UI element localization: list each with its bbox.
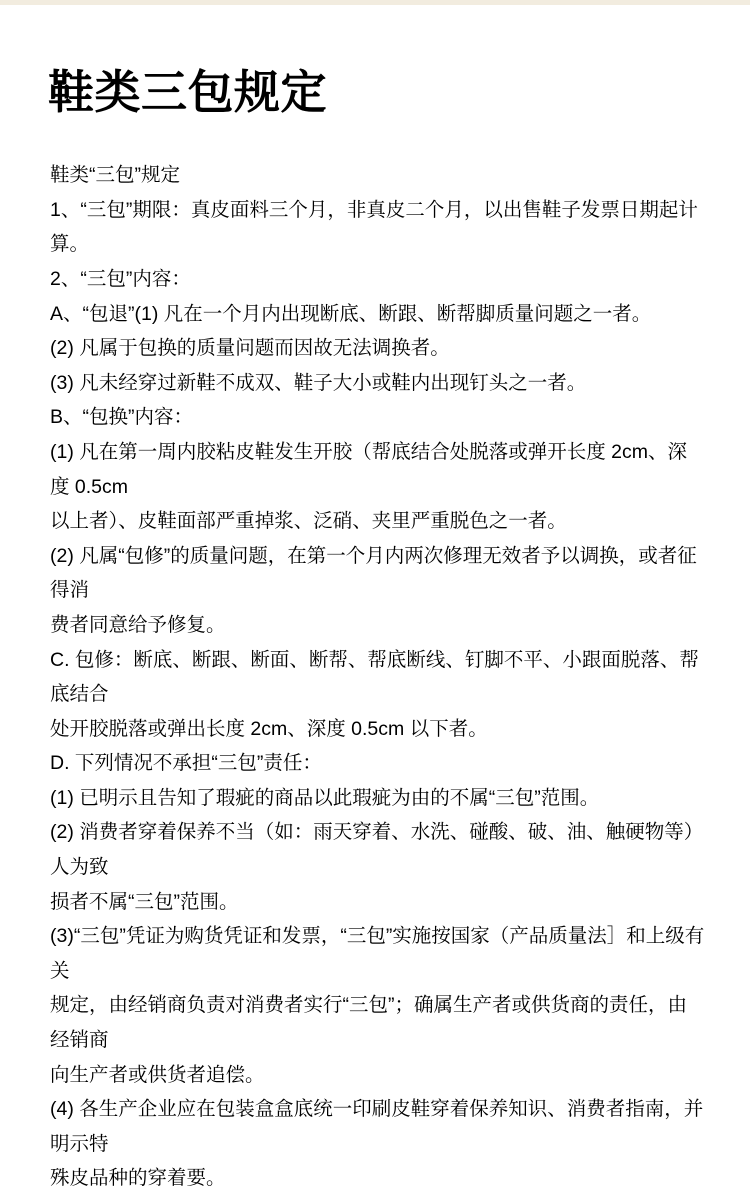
text-line: 向生产者或供货者追偿。 [50,1063,265,1086]
text-line: B、“包换”内容： [50,406,193,429]
text-line: D. 下列情况不承担“三包”责任： [50,752,322,775]
regulation-text-block [0,158,750,1196]
text-line: (3) 凡未经穿过新鞋不成双、鞋子大小或鞋内出现钉头之一者。 [50,371,587,394]
text-line: 损者不属“三包”范围。 [50,890,239,913]
text-line: (2) 消费者穿着保养不当（如：雨天穿着、水洗、碰酸、破、油、触硬物等）人为致 [50,821,704,879]
text-line-subtitle: 鞋类“三包”规定 [50,164,180,187]
text-line: A、“包退”(1) 凡在一个月内出现断底、断跟、断帮脚质量问题之一者。 [50,302,652,325]
text-line: (3)“三包”凭证为购货凭证和发票，“三包”实施按国家（产品质量法］和上级有关 [50,925,705,982]
text-line: 规定，由经销商负责对消费者实行“三包”；确属生产者或供货商的责任，由经销商 [50,994,687,1052]
text-line: (2) 凡属于包换的质量问题而因故无法调换者。 [50,337,450,360]
text-line: 费者同意给予修复。 [50,613,226,636]
text-line: (1) 凡在第一周内胶粘皮鞋发生开胶（帮底结合处脱落或弹开长度 2cm、深度 0.5cm [50,440,688,498]
text-line: (2) 凡属“包修”的质量问题，在第一个月内两次修理无效者予以调换，或者征得消 [50,544,697,602]
text-line: 2、“三包”内容： [50,267,191,290]
text-line: (1) 已明示且告知了瑕疵的商品以此瑕疵为由的不属“三包”范围。 [50,786,600,809]
page-title: 鞋类三包规定 [48,66,327,118]
text-line: 处开胶脱落或弹出长度 2cm、深度 0.5cm 以下者。 [50,717,488,740]
text-line: C. 包修：断底、断跟、断面、断帮、帮底断线、钉脚不平、小跟面脱落、帮底结合 [50,648,699,706]
text-line: 殊皮品种的穿着要。 [50,1167,226,1190]
text-line: 1、“三包”期限：真皮面料三个月，非真皮二个月，以出售鞋子发票日期起计算。 [50,198,698,256]
text-line: (4) 各生产企业应在包装盒盒底统一印刷皮鞋穿着保养知识、消费者指南，并明示特 [50,1098,704,1155]
text-line: 以上者）、皮鞋面部严重掉浆、泛硝、夹里严重脱色之一者。 [50,510,567,533]
